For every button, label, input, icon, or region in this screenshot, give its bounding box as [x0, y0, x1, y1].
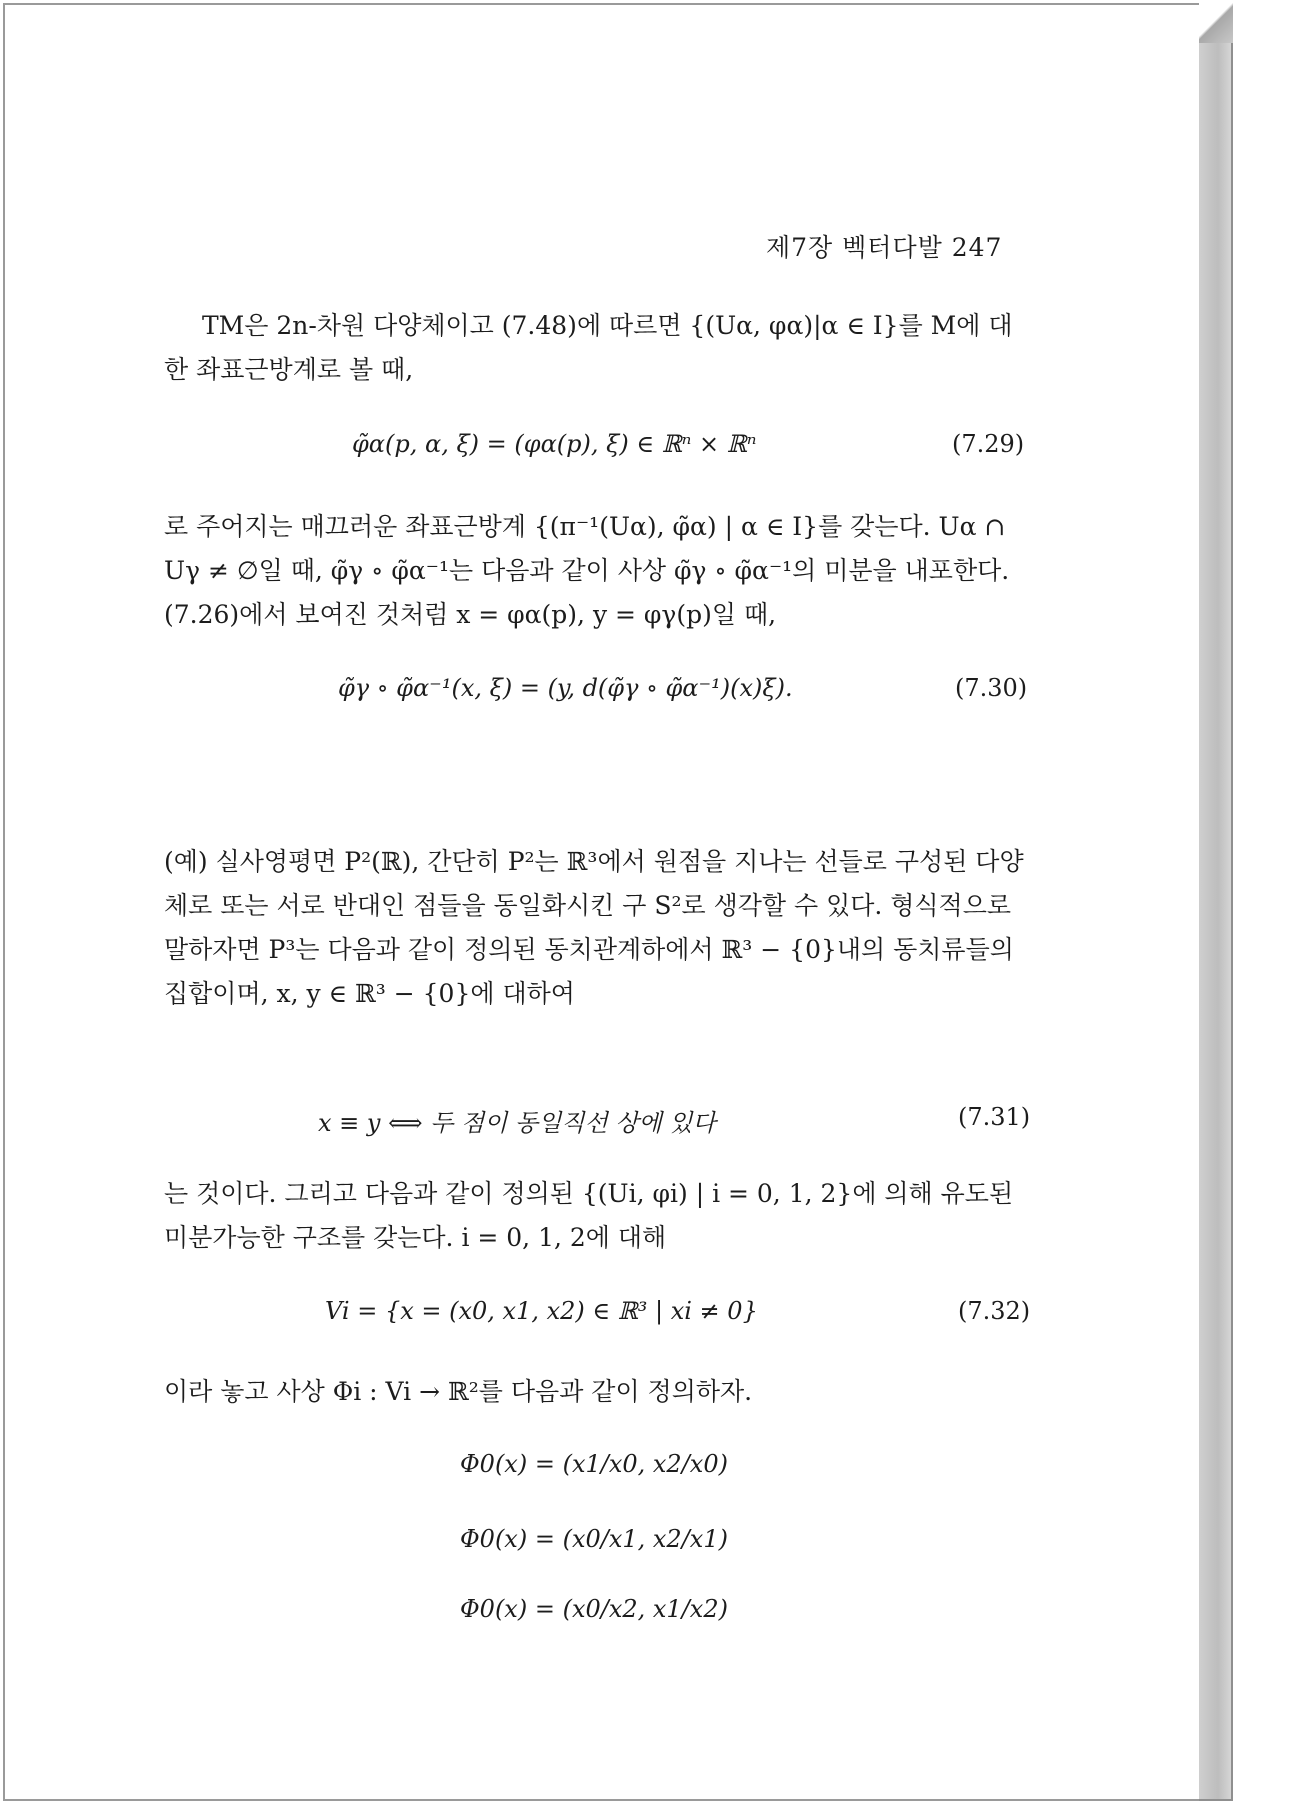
paragraph-3-example: (예) 실사영평면 P²(ℝ), 간단히 P²는 ℝ³에서 원점을 지나는 선들로 구성된 다양체로 또는 서로 반대인 점들을 동일화시킨 구 S²로 생각할 수 있다. 형식적으로 말하자면 P³는 다음과 같이 정의된 동치관계하에서 ℝ³ − {0}내의 동치류들의 집합이며, x, y ∈ ℝ³ − {0}에 대하여: [164, 847, 1024, 1008]
equation-number-7-30: (7.30): [955, 674, 1028, 702]
page-corner-fold: [1199, 3, 1233, 43]
paragraph-4: 는 것이다. 그리고 다음과 같이 정의된 {(Ui, φi) | i = 0, 1, 2}에 의해 유도된 미분가능한 구조를 갖는다. i = 0, 1, 2에 대해: [164, 1179, 1014, 1252]
phi-map-0: Φ0(x) = (x1/x0, x2/x0): [460, 1450, 728, 1478]
running-header: 제7장 벡터다발 247: [766, 233, 1003, 262]
paragraph-5: 이라 놓고 사상 Φi : Vi → ℝ²를 다음과 같이 정의하자.: [164, 1377, 753, 1406]
equation-7-29: φ̃α(p, α, ξ) = (φα(p), ξ) ∈ ℝⁿ × ℝⁿ: [352, 430, 757, 458]
phi-map-2: Φ0(x) = (x0/x2, x1/x2): [460, 1595, 728, 1623]
equation-number-7-32: (7.32): [958, 1297, 1031, 1325]
equation-number-7-31: (7.31): [958, 1103, 1031, 1131]
equation-7-32: Vi = {x = (x0, x1, x2) ∈ ℝ³ | xi ≠ 0}: [325, 1297, 758, 1325]
paragraph-1: TM은 2n-차원 다양체이고 (7.48)에 따르면 {(Uα, φα)|α ∈ I}를 M에 대한 좌표근방계로 볼 때,: [164, 311, 1013, 384]
phi-map-1: Φ0(x) = (x0/x1, x2/x1): [460, 1525, 728, 1553]
equation-7-30: φ̃γ ∘ φ̃α⁻¹(x, ξ) = (y, d(φ̃γ ∘ φ̃α⁻¹)(x)ξ).: [338, 674, 793, 702]
page-stack-edge: [1199, 3, 1233, 1801]
equation-number-7-29: (7.29): [952, 430, 1025, 458]
equation-7-31: x ≡ y ⟺ 두 점이 동일직선 상에 있다: [318, 1109, 716, 1137]
paragraph-2: 로 주어지는 매끄러운 좌표근방계 {(π⁻¹(Uα), φ̃α) | α ∈ I}를 갖는다. Uα ∩ Uγ ≠ ∅일 때, φ̃γ ∘ φ̃α⁻¹는 다음과 같이 사상 φ̃γ ∘ φ̃α⁻¹의 미분을 내포한다. (7.26)에서 보여진 것처럼 x = φα(p), y = φγ(p)일 때,: [164, 512, 1010, 629]
